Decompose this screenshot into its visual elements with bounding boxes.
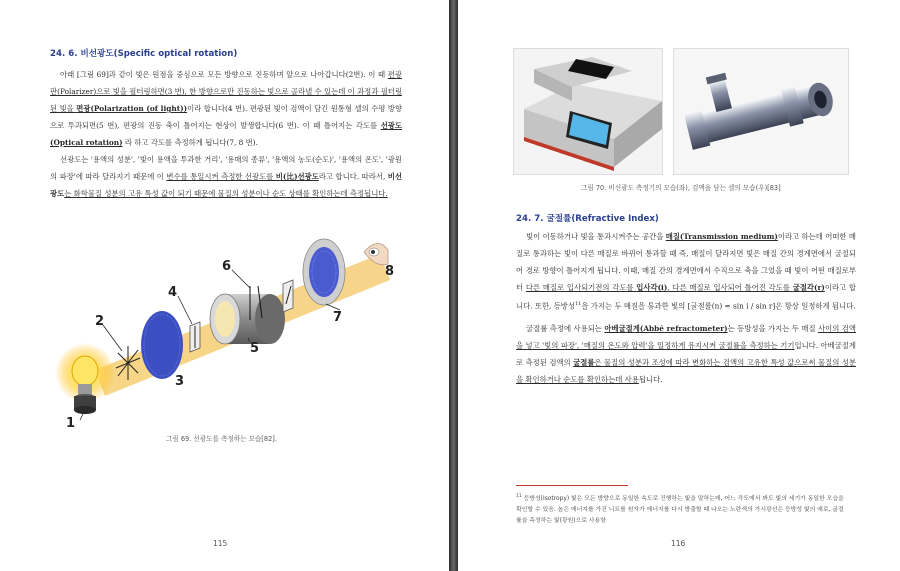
figure-label-3: 3	[175, 374, 185, 389]
sample-cell	[210, 286, 285, 344]
analyzer-plate	[283, 280, 293, 312]
bold-term-abbe: 아베굴절계(Abbé refractometer)	[604, 324, 728, 334]
figure-label-7: 7	[333, 310, 343, 325]
figure-label-8: 8	[385, 264, 395, 279]
light-bulb	[55, 343, 115, 414]
bold-term-specific-rotation-2: 비선광도	[50, 172, 402, 198]
figure-70-caption: 그림 70. 비선광도 측정기의 모습(좌), 검액을 담는 셀의 모습(우)[83]	[581, 184, 781, 192]
figure-label-4: 4	[168, 285, 178, 300]
bold-term-medium: 매질(Transmission medium)	[665, 232, 778, 241]
paragraph-specific-rotation	[50, 151, 402, 202]
underlined-text: 사이의 검액을 넣고 '빛의 파장', '매질의 온도와 압력'을 일정하게 유지시켜 굴절률을 측정하는 기기	[516, 324, 856, 351]
sample-cell-photo	[673, 48, 849, 175]
underlined-text: 편광판(Polarizer)으로 빛을 필터링하면(3 번), 한 방향으로만 진동하는 빛으로 골라낼 수 있는데 이 과정과 필터링된 빛을	[50, 70, 402, 113]
paragraph-abbe	[516, 320, 856, 388]
section-title-specific-rotation: 24. 6. 비선광도(Specific optical rotation)	[50, 49, 238, 59]
book-gutter	[449, 0, 458, 571]
footnote-text: 등방성(Isotropy) 빛은 모든 방향으로 동일한 속도로 진행하는 빛을 말하는데, 어느 각도에서 봐도 빛의 세기가 동일한 모습을 확인할 수 있음. 높은 에너지를 가진 니트를 원자가 에너지를 다시 방출할 때 나오는 노란색의 가시광선은 등방성 빛의 예로, 굴절률을 측정하는 빛(광원)으로 사용함	[516, 495, 844, 524]
footnote-ref: 11	[575, 301, 582, 307]
text-run: 아래 [그림 69]과 같이 빛은 원점을 중심으로 모든 방향으로 진동하며 앞으로 나아갑니다(2번). 이 때	[60, 70, 388, 79]
figure-69-caption: 그림 69. 선광도를 측정하는 모습[82].	[166, 435, 277, 443]
analyzer-filter	[303, 239, 345, 305]
underlined-text: , 다른 매질로 입사되어 틀어진 각도를	[667, 283, 793, 292]
text-run: 됩니다.	[638, 375, 663, 385]
underlined-text: 는 화학물질 성분의 고유 특성 값이 되기 때문에 물질의 성분이나 순도 상태를 확인하는데 측정됩니다.	[64, 189, 388, 198]
polarimeter-diagram	[0, 228, 449, 433]
bold-term-refraction-angle: 굴절각(r)	[792, 283, 825, 292]
figure-label-1: 1	[66, 416, 76, 431]
underlined-text: 다른 매질로 입사되기전의 각도를	[525, 283, 637, 292]
text-run: 선광도는 '용액의 성분', '빛이 용액을 투과한 거리', '용매의 종류', '용액의 농도(순도)', '용액의 온도', '광원의 파장'에 따라 달라지기 때문에 이	[50, 155, 402, 181]
polarized-light-plate	[190, 322, 200, 352]
footnote-divider	[516, 485, 628, 486]
underlined-text: 변수를 통일시켜 측정한 선광도를	[166, 172, 276, 181]
polarizer-filter	[141, 311, 183, 379]
figure-label-6: 6	[222, 259, 232, 274]
page-number-right: 116	[671, 539, 686, 548]
bold-term-incidence-angle: 입사각(i)	[636, 283, 668, 292]
text-run: 라고 합니다. 따라서,	[318, 172, 388, 181]
bold-term-optical-rotation: 선광도(Optical rotation)	[50, 121, 402, 147]
text-run: 빛이 이동하거나 빛을 통과시켜주는 공간을	[526, 232, 666, 241]
right-body	[516, 228, 856, 388]
text-run: 입니다. 아베굴절계로 측정된 검액의	[516, 341, 856, 368]
text-run: 라 하고 각도를 측정하게 됩니다(7, 8 번).	[122, 138, 258, 147]
footnote-mark: 11	[516, 494, 522, 499]
text-run: 는 등방성을 가지는 두 매질	[727, 324, 819, 334]
text-run: 굴절률 측정에 사용되는	[526, 324, 605, 334]
bold-term-polarization: 편광(Polarization (of light))	[76, 104, 188, 113]
left-body	[50, 66, 402, 202]
page-number-left: 115	[213, 539, 228, 548]
bold-term-refractive-index: 굴절률	[573, 358, 595, 368]
text-run: 이라 합니다(4 번). 편광된 빛이 검액이 담긴 원통형 셀의 수평 방향으로 투과되면(5 번), 편광의 진동 축이 틀어지는 현상이 발생합니다(6 번). 이 때 틀어지는 각도를	[50, 104, 403, 130]
text-run: 이라고 하는데 어떠한 매질로 통과하는 빛이 다른 매질로 바뀌어 통과할 때 즉, 매질이 달라지면 빛은 매질 간의 경계면에서 굴절되어 경로 방향이 틀어지게 됩니다. 이때, 매질 간의 경계면에서 수직으로 축을 그었을 때 빛이 어떤 매질로부터	[516, 232, 857, 292]
text-run: 을 가지는 두 매질을 통과한 빛의 [굴절률(n) = sin i / sin r]은 항상 일정하게 됩니다.	[581, 301, 856, 311]
footnote-isotropy	[516, 491, 846, 527]
left-page	[0, 0, 449, 571]
figure-label-2: 2	[95, 314, 105, 329]
right-page	[458, 0, 900, 571]
figure-label-5: 5	[250, 341, 260, 356]
section-title-refractive-index: 24. 7. 굴절률(Refractive Index)	[516, 214, 659, 224]
paragraph-refraction	[516, 228, 856, 314]
underlined-text: 은 물질의 성분과 조성에 따라 변화하는 검액의 고유한 특성 값으로써 물질의 성분을 확인하거나 순도를 확인하는데 사용	[516, 358, 856, 385]
paragraph-polarization	[50, 66, 402, 151]
bold-term-specific-rotation: 비(比)선광도	[275, 172, 319, 181]
polarimeter-device-photo	[513, 48, 663, 175]
text-run: 이라고 합니다. 또한, 등방성	[516, 283, 856, 311]
